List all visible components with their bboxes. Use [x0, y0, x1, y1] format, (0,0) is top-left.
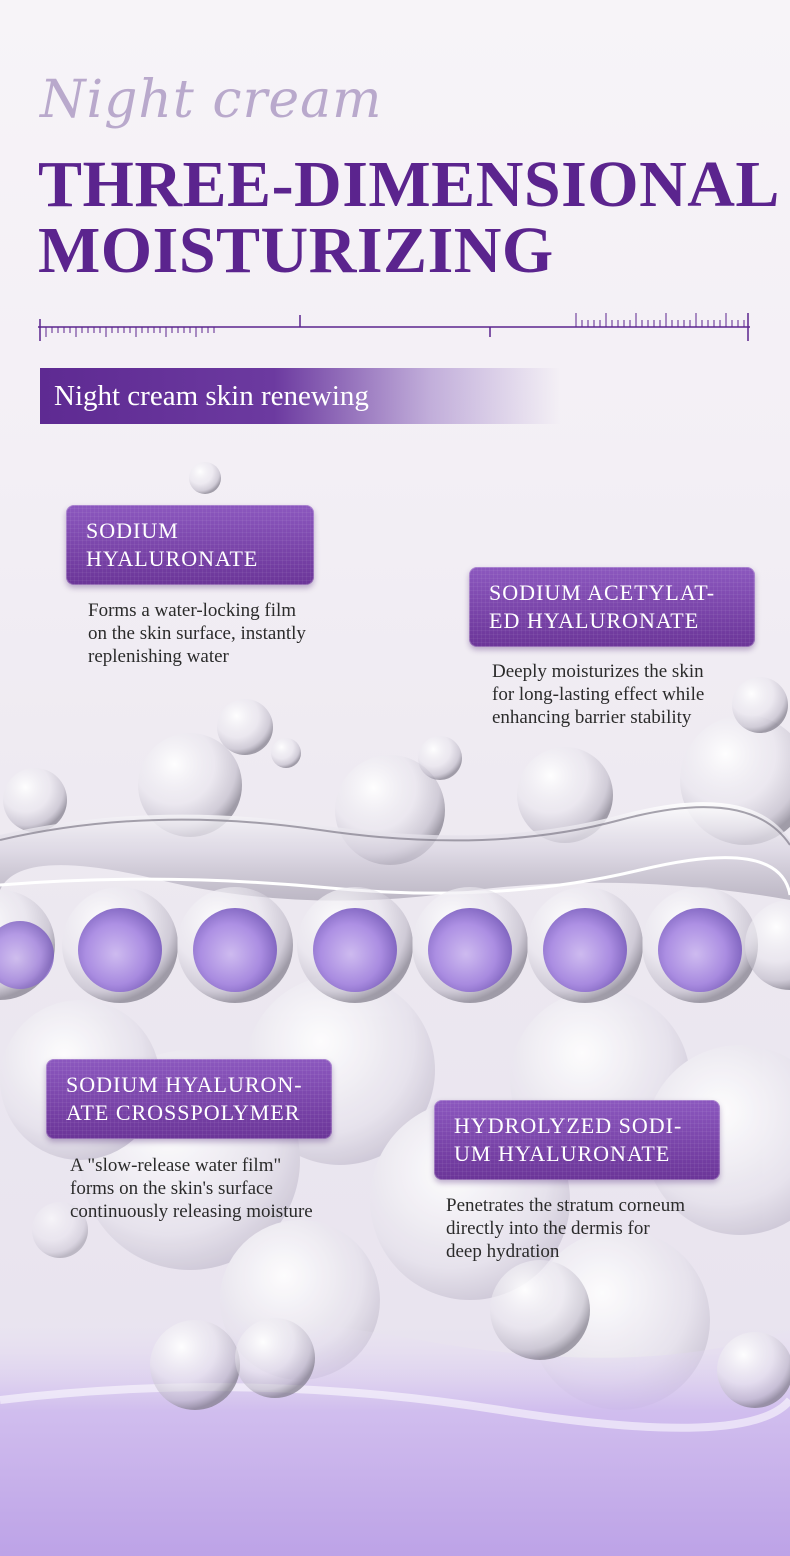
ingredient-name-line: SODIUM ACETYLAT-	[489, 580, 716, 605]
ingredient-name-line: HYALURONATE	[86, 546, 259, 571]
description-line: continuously releasing moisture	[70, 1201, 313, 1222]
ingredient-description	[70, 1154, 313, 1223]
ingredient-name-line: SODIUM	[86, 518, 179, 543]
section-banner: Night cream skin renewing	[40, 368, 560, 424]
description-line: enhancing barrier stability	[492, 707, 692, 728]
description-line: Deeply moisturizes the skin	[492, 661, 704, 682]
ingredient-tag-sodium-hyaluronate-crosspolymer	[46, 1059, 332, 1139]
headline-line-2: MOISTURIZING	[38, 214, 554, 287]
ingredient-description	[446, 1194, 685, 1263]
headline-line-1: THREE-DIMENSIONAL	[38, 148, 780, 221]
ingredient-description	[492, 660, 704, 729]
description-line: on the skin surface, instantly	[88, 623, 306, 644]
description-line: A "slow-release water film"	[70, 1155, 282, 1176]
description-line: for long-lasting effect while	[492, 684, 705, 705]
ingredient-name-line: UM HYALURONATE	[454, 1141, 671, 1166]
ingredient-description	[88, 599, 306, 668]
description-line: Penetrates the stratum corneum	[446, 1195, 686, 1216]
script-title: Night cream	[40, 70, 383, 130]
description-line: replenishing water	[88, 646, 229, 667]
ingredient-tag-sodium-hyaluronate	[66, 505, 314, 585]
ingredient-name-line: ED HYALURONATE	[489, 608, 700, 633]
ruler-divider	[38, 305, 750, 345]
headline	[38, 148, 780, 287]
description-line: directly into the dermis for	[446, 1218, 650, 1239]
ingredient-name-line: SODIUM HYALURON-	[66, 1072, 303, 1097]
ingredient-name-line: HYDROLYZED SODI-	[454, 1113, 683, 1138]
ingredient-name-line: ATE CROSSPOLYMER	[66, 1100, 301, 1125]
description-line: forms on the skin's surface	[70, 1178, 273, 1199]
ingredient-tag-hydrolyzed-sodium-hyaluronate	[434, 1100, 720, 1180]
ingredient-tag-sodium-acetylated-hyaluronate	[469, 567, 755, 647]
description-line: deep hydration	[446, 1241, 560, 1262]
description-line: Forms a water-locking film	[88, 600, 297, 621]
